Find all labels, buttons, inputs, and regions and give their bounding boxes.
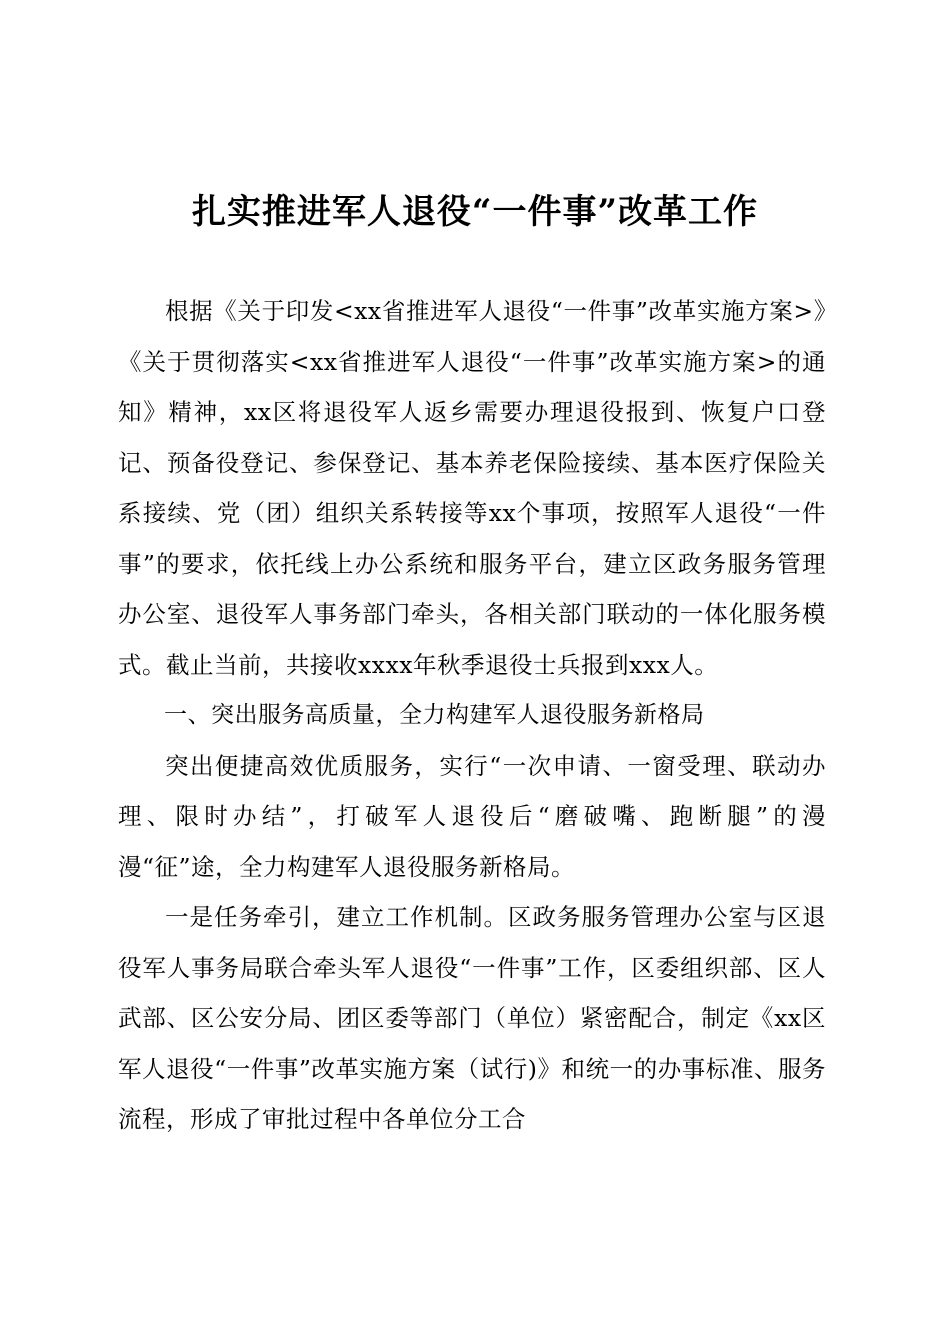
- section-heading: 一、突出服务高质量，全力构建军人退役服务新格局: [164, 702, 705, 728]
- intro-paragraph: 根据《关于印发<xx省推进军人退役“一件事”改革实施方案>》《关于贯彻落实<xx省推进军人退役“一件事”改革实施方案>的通知》精神，xx区将退役军人返乡需要办理退役报到、恢复户口登记、预备役登记、参保登记、基本养老保险接续、基本医疗保险关系接续、党（团）组织关系转接等xx个事项，按照军人退役“一件事”的要求，依托线上办公系统和服务平台，建立区政务服务管理办公室、退役军人事务部门牵头，各相关部门联动的一体化服务模式。截止当前，共接收xxxx年秋季退役士兵报到xxx人。: [118, 297, 826, 679]
- section-paragraph-first-point: 一是任务牵引，建立工作机制。区政务服务管理办公室与区退役军人事务局联合牵头军人退役“一件事”工作，区委组织部、区人武部、区公安分局、团区委等部门（单位）紧密配合，制定《xx区军人退役“一件事”改革实施方案（试行)》和统一的办事标准、服务流程，形成了审批过程中各单位分工合: [118, 903, 826, 1133]
- document-body: [118, 286, 826, 1145]
- section-paragraph: 突出便捷高效优质服务，实行“一次申请、一窗受理、联动办理、限时办结”，打破军人退役后“磨破嘴、跑断腿”的漫漫“征”途，全力构建军人退役服务新格局。: [118, 751, 826, 881]
- document-title: 扎实推进军人退役“一件事”改革工作: [191, 192, 759, 232]
